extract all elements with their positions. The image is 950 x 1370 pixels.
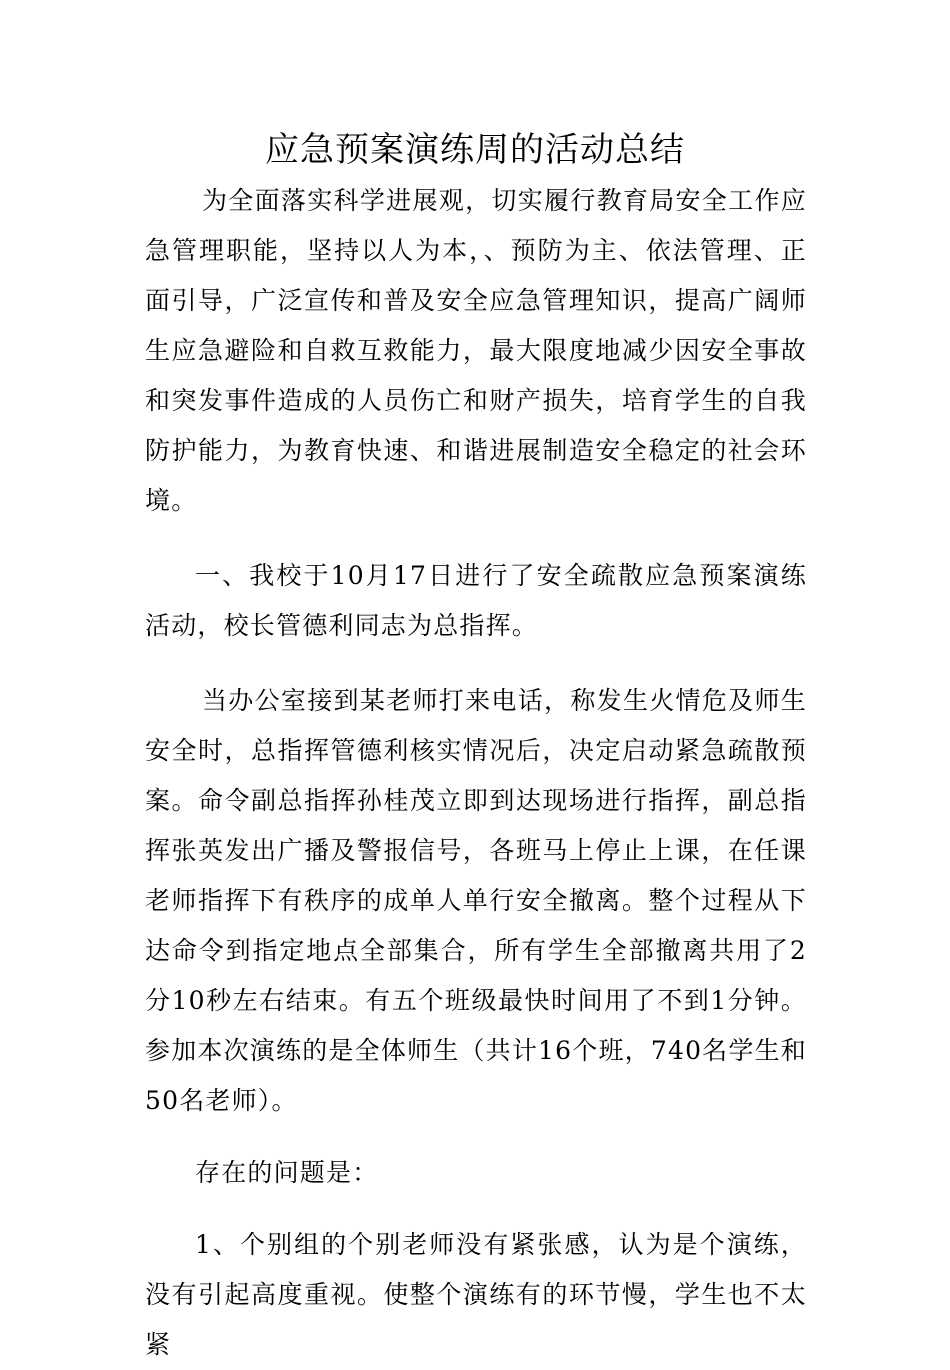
- paragraph-intro: 为全面落实科学进展观，切实履行教育局安全工作应急管理职能，坚持以人为本，、预防为主、依法管理、正面引导，广泛宣传和普及安全应急管理知识，提高广阔师生应急避险和自救互救能力，最大限度地减少因安全事故和突发事件造成的人员伤亡和财产损失，培育学生的自我防护能力，为教育快速、和谐进展制造安全稳定的社会环境。: [145, 186, 807, 515]
- paragraph-drill-process: 当办公室接到某老师打来电话，称发生火情危及师生安全时，总指挥管德利核实情况后，决定启动紧急疏散预案。命令副总指挥孙桂茂立即到达现场进行指挥，副总指挥张英发出广播及警报信号，各班马上停止上课，在任课老师指挥下有秩序的成单人单行安全撤离。整个过程从下达命令到指定地点全部集合，所有学生全部撤离共用了2分10秒左右结束。有五个班级最快时间用了不到1分钟。参加本次演练的是全体师生（共计16个班，740名学生和50名老师）。: [145, 686, 807, 1115]
- paragraph-section-one: 一、我校于10月17日进行了安全疏散应急预案演练活动，校长管德利同志为总指挥。: [145, 561, 807, 640]
- document-body: [145, 176, 807, 1370]
- paragraph-problem-one: 1、个别组的个别老师没有紧张感，认为是个演练，没有引起高度重视。使整个演练有的环节慢，学生也不太紧: [145, 1230, 807, 1359]
- document-title: 应急预案演练周的活动总结: [265, 130, 685, 170]
- paragraph-problems-heading: 存在的问题是：: [195, 1158, 379, 1187]
